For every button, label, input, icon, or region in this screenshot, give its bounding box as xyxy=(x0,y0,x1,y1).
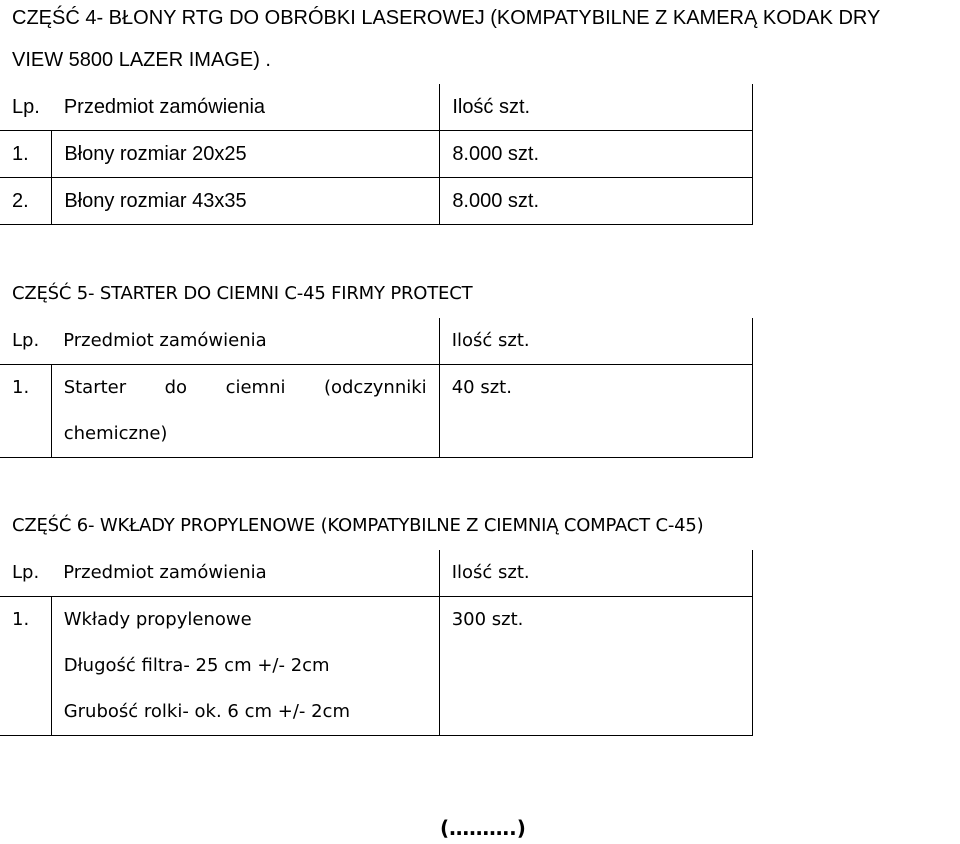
table-row xyxy=(0,178,753,225)
part6-title: CZĘŚĆ 6- WKŁADY PROPYLENOWE (KOMPATYBILNE Z CIEMNIĄ COMPACT C-45) xyxy=(12,515,704,536)
item-word: Starter xyxy=(63,377,127,398)
header-lp: Lp. xyxy=(0,318,51,365)
row-lp: 1. xyxy=(0,365,51,458)
row-lp: 1. xyxy=(0,597,51,736)
row-item xyxy=(51,365,439,458)
row-item-line3: Grubość rolki- ok. 6 cm +/- 2cm xyxy=(63,701,350,722)
row-qty: 40 szt. xyxy=(439,365,752,458)
item-word: do xyxy=(164,377,188,398)
part6-table xyxy=(0,550,753,736)
row-qty: 300 szt. xyxy=(439,597,752,736)
part4-title-line1: CZĘŚĆ 4- BŁONY RTG DO OBRÓBKI LASEROWEJ (KOMPATYBILNE Z KAMERĄ KODAK DRY xyxy=(12,7,881,29)
table-row xyxy=(0,597,752,736)
row-item-line1: Wkłady propylenowe xyxy=(63,609,252,630)
table-header-row xyxy=(0,84,753,131)
header-item: Przedmiot zamówienia xyxy=(51,550,439,597)
part4-table xyxy=(0,84,753,225)
row-item: Błony rozmiar 20x25 xyxy=(52,131,440,178)
table-row xyxy=(0,131,753,178)
table-row xyxy=(0,365,752,458)
row-qty: 8.000 szt. xyxy=(440,131,753,178)
header-qty: Ilość szt. xyxy=(439,318,752,365)
row-lp: 1. xyxy=(0,131,52,178)
header-lp: Lp. xyxy=(0,550,51,597)
continuation-ellipsis: (……….) xyxy=(440,816,526,840)
table-header-row xyxy=(0,318,752,365)
header-item: Przedmiot zamówienia xyxy=(51,318,439,365)
row-item-line1 xyxy=(64,365,427,411)
header-qty: Ilość szt. xyxy=(439,550,752,597)
header-item: Przedmiot zamówienia xyxy=(52,84,440,131)
part5-table xyxy=(0,318,753,458)
header-qty: Ilość szt. xyxy=(440,84,753,131)
row-item-line2: Długość filtra- 25 cm +/- 2cm xyxy=(63,655,330,676)
row-lp: 2. xyxy=(0,178,52,225)
row-qty: 8.000 szt. xyxy=(440,178,753,225)
part5-title: CZĘŚĆ 5- STARTER DO CIEMNI C-45 FIRMY PROTECT xyxy=(12,283,473,304)
header-lp: Lp. xyxy=(0,84,52,131)
row-item-line2: chemiczne) xyxy=(63,423,168,444)
item-word: (odczynniki xyxy=(323,377,427,398)
row-item xyxy=(51,597,439,736)
part4-title-line2: VIEW 5800 LAZER IMAGE) . xyxy=(12,49,271,71)
row-item: Błony rozmiar 43x35 xyxy=(52,178,440,225)
table-header-row xyxy=(0,550,752,597)
item-word: ciemni xyxy=(225,377,286,398)
